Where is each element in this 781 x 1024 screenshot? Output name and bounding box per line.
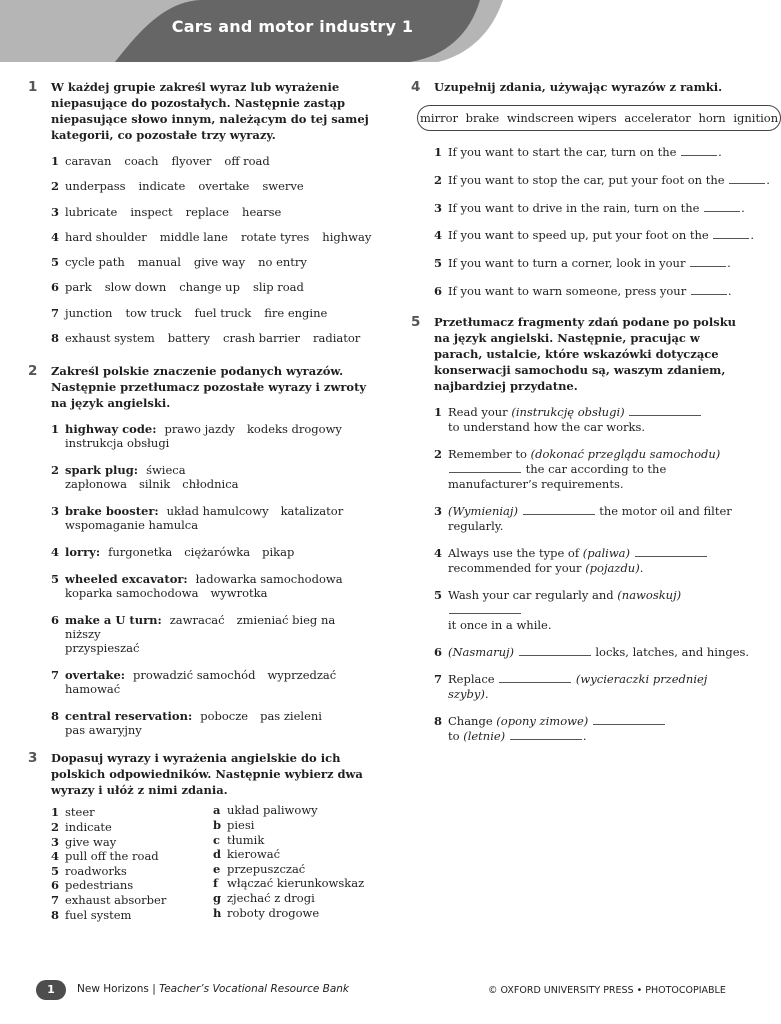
item-number: 4 <box>51 545 60 560</box>
item-number: 7 <box>434 671 443 686</box>
option[interactable]: ładowarka samochodowa <box>195 572 343 587</box>
list-item <box>434 405 751 435</box>
box-word: horn <box>698 111 726 125</box>
list-item <box>51 254 373 279</box>
list-item[interactable] <box>213 906 364 921</box>
list-item <box>51 279 373 304</box>
word-option[interactable]: park <box>65 280 92 295</box>
polish-prompt: (opony zimowe) <box>496 713 589 728</box>
term: make a U turn: <box>65 613 162 628</box>
sentence-text: If you want to start the car, turn on the <box>448 145 677 159</box>
box-word: accelerator <box>624 111 691 125</box>
sentence-text: . <box>484 686 489 701</box>
sentence-text: it once in a while. <box>448 617 552 632</box>
item-number: 2 <box>51 463 60 478</box>
word-option[interactable]: tow truck <box>125 305 182 320</box>
word-option[interactable]: highway <box>322 229 372 244</box>
list-item <box>51 178 373 203</box>
item-text: give way <box>65 834 117 849</box>
answer-blank[interactable] <box>690 256 726 267</box>
option[interactable]: układ hamulcowy <box>166 504 269 519</box>
word-option[interactable]: crash barrier <box>223 331 300 346</box>
exercise-instruction: Przetłumacz fragmenty zdań podane po polsku na język angielski. Następnie, pracując w parach, ustalcie, które wskazówki dotyczące konserwacji samochodu są, waszym zdaniem, najbardziej przydatne. <box>434 314 737 393</box>
word-option[interactable]: middle lane <box>159 229 228 244</box>
polish-prompt: (Nasmaruj) <box>448 644 515 659</box>
item-number: 5 <box>51 572 60 587</box>
list-item[interactable] <box>213 847 364 862</box>
item-number: 8 <box>51 907 60 922</box>
list-item <box>51 613 373 655</box>
item-letter: a <box>213 803 221 818</box>
term: highway code: <box>65 422 157 437</box>
item-number: 8 <box>434 713 443 728</box>
list-item <box>51 545 373 559</box>
item-number: 4 <box>434 228 443 243</box>
box-word: mirror <box>420 111 458 125</box>
exercise-number: 5 <box>411 313 421 330</box>
word-box <box>417 105 781 131</box>
item-number: 7 <box>51 892 60 907</box>
item-number: 3 <box>434 503 443 518</box>
item-number: 5 <box>434 256 443 271</box>
item-number: 3 <box>51 504 60 519</box>
word-option[interactable]: junction <box>65 305 113 320</box>
list-item <box>434 227 755 255</box>
item-number: 6 <box>51 613 60 628</box>
word-option[interactable]: replace <box>185 204 230 219</box>
item-number: 1 <box>51 154 60 168</box>
list-item <box>434 283 751 311</box>
item-number: 3 <box>51 204 60 219</box>
list-item <box>51 330 373 355</box>
option[interactable]: katalizator <box>280 504 344 519</box>
answer-blank[interactable] <box>510 729 582 740</box>
option[interactable]: ciężarówka <box>184 545 251 560</box>
word-option[interactable]: cycle path <box>65 255 125 270</box>
list-item <box>434 504 751 534</box>
word-option[interactable]: manual <box>137 255 181 270</box>
sentence-text: regularly. <box>448 518 504 533</box>
list-item <box>434 172 770 200</box>
item-number: 5 <box>434 587 443 602</box>
item-number: 5 <box>51 863 60 878</box>
list-item[interactable] <box>213 862 364 877</box>
word-option[interactable]: rotate tyres <box>240 229 310 244</box>
exercise-instruction: Dopasuj wyrazy i wyrażenia angielskie do ich polskich odpowiedników. Następnie wybierz dwa wyrazy i ułóż z nimi zdania. <box>51 751 363 798</box>
option[interactable]: kodeks drogowy <box>246 422 342 437</box>
list-item <box>434 255 751 283</box>
item-number: 1 <box>51 422 60 437</box>
english-list <box>51 805 166 922</box>
sentence-text: Change <box>448 713 497 728</box>
word-option[interactable]: hearse <box>242 204 282 219</box>
word-option[interactable]: off road <box>224 154 270 168</box>
list-item <box>51 668 373 696</box>
list-item[interactable] <box>51 820 166 835</box>
matching-lists <box>51 805 373 925</box>
polish-prompt: (pojazdu) <box>585 560 640 575</box>
item-number: 8 <box>51 709 60 724</box>
word-option[interactable]: fuel truck <box>194 305 252 320</box>
item-text: exhaust absorber <box>65 892 167 907</box>
right-column <box>411 79 779 756</box>
list-item[interactable] <box>51 908 166 923</box>
list-item[interactable] <box>213 803 364 818</box>
word-option[interactable]: flyover <box>171 154 212 168</box>
option[interactable]: pas zieleni <box>260 709 322 724</box>
sentence-text: to <box>448 728 464 743</box>
list-item <box>51 422 373 450</box>
sentence-text: Wash your car regularly and <box>448 587 618 602</box>
word-option[interactable]: no entry <box>258 255 307 270</box>
word-option[interactable]: change up <box>179 280 240 295</box>
exercise-number: 1 <box>28 79 38 95</box>
answer-blank[interactable] <box>449 462 521 473</box>
item-letter: d <box>213 847 222 862</box>
answer-blank[interactable] <box>449 603 521 614</box>
sentence-text: the motor oil and filter <box>595 503 732 518</box>
list-item <box>51 572 373 600</box>
list-item[interactable] <box>213 876 364 891</box>
list-item[interactable] <box>51 864 166 879</box>
item-letter: b <box>213 817 222 832</box>
sentence-end: . <box>718 145 722 159</box>
item-number: 2 <box>434 172 443 187</box>
answer-blank[interactable] <box>704 201 740 212</box>
series-separator: | <box>148 983 160 995</box>
page-footer <box>0 978 768 1004</box>
polish-prompt: (letnie) <box>463 728 506 743</box>
sentence-text: If you want to drive in the rain, turn on the <box>448 200 700 215</box>
list-item <box>434 546 751 576</box>
item-number: 8 <box>51 331 60 346</box>
option[interactable]: świeca zapłonowa <box>65 463 186 492</box>
word-option[interactable]: fire engine <box>264 305 328 320</box>
list-item <box>434 645 751 660</box>
item-text: steer <box>65 805 95 820</box>
option[interactable]: koparka samochodowa <box>65 586 199 601</box>
option[interactable]: zmieniać bieg na niższy <box>65 613 336 642</box>
page-number-badge: 1 <box>36 980 66 1000</box>
option[interactable]: instrukcja obsługi <box>65 436 170 451</box>
item-number: 7 <box>51 668 60 683</box>
polish-prompt: (nawoskuj) <box>617 587 682 602</box>
word-option[interactable]: overtake <box>198 179 250 194</box>
box-word: brake <box>465 111 500 125</box>
list-item <box>434 588 751 633</box>
item-number: 4 <box>434 545 443 560</box>
sentence-end: . <box>766 172 770 187</box>
list-item <box>51 229 373 254</box>
list-item <box>434 672 751 702</box>
item-number: 6 <box>51 280 60 295</box>
option[interactable]: chłodnica <box>182 477 239 492</box>
item-text: pedestrians <box>65 878 134 893</box>
item-letter: e <box>213 861 221 876</box>
item-text: kierować <box>227 847 281 862</box>
polish-prompt: (Wymieniaj) <box>448 503 518 518</box>
item-text: roadworks <box>65 863 127 878</box>
item-text: fuel system <box>65 907 132 922</box>
term: central reservation: <box>65 709 193 724</box>
item-text: zjechać z drogi <box>227 890 315 905</box>
option[interactable]: zawracać <box>169 613 225 628</box>
exercise-number: 4 <box>411 79 421 95</box>
sentence-text: Replace <box>448 671 499 686</box>
item-letter: c <box>213 832 221 847</box>
item-number: 2 <box>51 819 60 834</box>
item-number: 1 <box>51 805 60 820</box>
word-option[interactable]: inspect <box>130 204 173 219</box>
item-number: 4 <box>51 229 60 244</box>
item-letter: h <box>213 905 222 920</box>
word-option[interactable]: give way <box>193 255 246 270</box>
term: overtake: <box>65 668 126 683</box>
sentence-text: to understand how the car works. <box>448 419 646 434</box>
sentence-end: . <box>727 256 731 271</box>
word-option[interactable]: battery <box>167 331 211 346</box>
list-item[interactable] <box>51 849 166 864</box>
sentence-text: Always use the type of <box>448 545 583 560</box>
list-item <box>51 204 373 229</box>
word-option[interactable]: underpass <box>65 179 126 194</box>
polish-prompt: (dokonać przeglądu samochodu) <box>530 446 721 461</box>
list-item <box>51 504 373 532</box>
term: lorry: <box>65 545 101 560</box>
word-option[interactable]: swerve <box>262 179 304 194</box>
word-option[interactable]: coach <box>124 154 159 168</box>
option[interactable]: wywrotka <box>210 586 268 601</box>
item-number: 4 <box>51 849 60 864</box>
list-item <box>51 153 373 178</box>
sentence-text: recommended for your <box>448 560 586 575</box>
exercise-number: 3 <box>28 750 38 767</box>
exercise-5 <box>411 314 751 744</box>
item-number: 3 <box>51 834 60 849</box>
item-letter: f <box>213 876 218 891</box>
list-item <box>434 144 751 172</box>
exercise-5-list <box>434 405 751 744</box>
option[interactable]: wspomaganie hamulca <box>65 518 199 533</box>
item-number: 2 <box>51 179 60 194</box>
sentence-text: . <box>582 728 587 743</box>
option[interactable]: silnik <box>138 477 171 492</box>
word-option[interactable]: hard shoulder <box>65 229 147 244</box>
word-option[interactable]: indicate <box>138 179 186 194</box>
option[interactable]: pobocze <box>200 709 249 724</box>
sentence-end: . <box>727 283 732 298</box>
exercise-instruction: Uzupełnij zdania, używając wyrazów z ramki. <box>434 80 723 94</box>
series-credit <box>77 983 349 995</box>
sentence-text: If you want to turn a corner, look in your <box>448 256 686 271</box>
answer-blank[interactable] <box>681 145 717 156</box>
polish-prompt: (wycieraczki przedniej szyby) <box>448 671 708 701</box>
sentence-text: If you want to speed up, put your foot on the <box>448 228 709 243</box>
item-text: włączać kierunkowskaz <box>227 876 365 891</box>
exercise-number: 2 <box>28 363 38 380</box>
word-option[interactable]: slow down <box>104 280 167 295</box>
word-option[interactable]: radiator <box>313 331 361 346</box>
list-item <box>51 305 373 330</box>
sentence-end: . <box>750 228 755 243</box>
box-word: windscreen wipers <box>506 111 617 125</box>
item-text: piesi <box>227 817 255 832</box>
item-number: 2 <box>434 446 443 461</box>
polish-prompt: (instrukcję obsługi) <box>511 404 625 419</box>
exercise-4 <box>411 79 779 311</box>
list-item <box>51 463 373 491</box>
exercise-instruction: Zakreśl polskie znaczenie podanych wyrazów. Następnie przetłumacz pozostałe wyrazy i zwroty na język angielski. <box>51 364 367 411</box>
exercise-4-list <box>434 144 770 311</box>
copyright-notice: © OXFORD UNIVERSITY PRESS • PHOTOCOPIABLE <box>488 985 726 996</box>
series-name: New Horizons <box>77 983 149 995</box>
exercise-2 <box>28 363 373 737</box>
item-text: tłumik <box>227 832 265 847</box>
answer-blank[interactable] <box>519 645 591 656</box>
answer-blank[interactable] <box>635 546 707 557</box>
list-item[interactable] <box>213 833 364 848</box>
list-item <box>434 447 751 492</box>
option[interactable]: furgonetka <box>108 545 173 560</box>
list-item <box>434 714 751 744</box>
series-subtitle: Teacher’s Vocational Resource Bank <box>159 983 350 995</box>
answer-blank[interactable] <box>691 284 727 295</box>
list-item <box>434 200 751 228</box>
item-number: 1 <box>434 145 443 159</box>
answer-blank[interactable] <box>713 228 749 239</box>
item-number: 6 <box>51 878 60 893</box>
word-option[interactable]: slip road <box>252 280 304 295</box>
term: spark plug: <box>65 463 139 478</box>
list-item[interactable] <box>213 891 364 906</box>
term: wheeled excavator: <box>65 572 188 587</box>
item-number: 1 <box>434 404 443 419</box>
polish-prompt: (paliwa) <box>582 545 631 560</box>
answer-blank[interactable] <box>629 405 701 416</box>
list-item[interactable] <box>51 878 166 893</box>
item-text: pull off the road <box>65 849 159 864</box>
polish-list <box>213 803 364 920</box>
option[interactable]: przyspieszać <box>65 641 140 656</box>
item-number: 7 <box>51 305 60 320</box>
item-letter: g <box>213 890 222 905</box>
term: brake booster: <box>65 504 159 519</box>
option[interactable]: prowadzić samochód <box>133 668 256 683</box>
item-text: indicate <box>65 819 112 834</box>
exercise-1 <box>28 79 373 355</box>
option[interactable]: wyprzedzać <box>267 668 337 683</box>
page-title: Cars and motor industry 1 <box>171 17 414 36</box>
list-item <box>51 709 373 737</box>
option[interactable]: pas awaryjny <box>65 723 142 738</box>
exercise-instruction: W każdej grupie zakreśl wyraz lub wyrażenie niepasujące do pozostałych. Następnie zastąp niepasujące słowo innym, należącym do tej samej kategorii, co pozostałe trzy wyrazy. <box>51 80 369 142</box>
sentence-text: If you want to warn someone, press your <box>448 283 687 298</box>
sentence-text: . <box>639 560 644 575</box>
word-option[interactable]: exhaust system <box>65 331 155 346</box>
option[interactable]: pikap <box>262 545 295 560</box>
word-option[interactable]: caravan <box>65 154 112 168</box>
sentence-text: the car according to the manufacturer’s requirements. <box>448 461 667 491</box>
box-word: ignition <box>733 111 779 125</box>
sentence-text: locks, latches, and hinges. <box>591 644 750 659</box>
sentence-text: If you want to stop the car, put your foot on the <box>448 172 725 187</box>
sentence-text: Remember to <box>448 446 531 461</box>
item-number: 6 <box>434 283 443 298</box>
exercise-1-list <box>51 153 373 355</box>
option[interactable]: hamować <box>65 682 121 697</box>
list-item[interactable] <box>213 818 364 833</box>
list-item[interactable] <box>51 835 166 850</box>
item-text: przepuszczać <box>227 861 306 876</box>
sentence-text: Read your <box>448 404 512 419</box>
item-text: roboty drogowe <box>227 905 320 920</box>
item-number: 3 <box>434 200 443 215</box>
sentence-end: . <box>741 200 745 215</box>
exercise-2-list <box>51 422 373 737</box>
item-number: 5 <box>51 255 60 270</box>
item-text: układ paliwowy <box>227 803 318 818</box>
list-item[interactable] <box>51 805 166 820</box>
answer-blank[interactable] <box>499 672 571 683</box>
option[interactable]: prawo jazdy <box>164 422 235 437</box>
word-option[interactable]: lubricate <box>65 204 118 219</box>
answer-blank[interactable] <box>593 714 665 725</box>
header-banner <box>0 0 768 62</box>
item-number: 6 <box>434 644 443 659</box>
list-item[interactable] <box>51 893 166 908</box>
exercise-3 <box>28 750 373 925</box>
left-column <box>28 79 373 925</box>
answer-blank[interactable] <box>729 173 765 184</box>
answer-blank[interactable] <box>523 504 595 515</box>
